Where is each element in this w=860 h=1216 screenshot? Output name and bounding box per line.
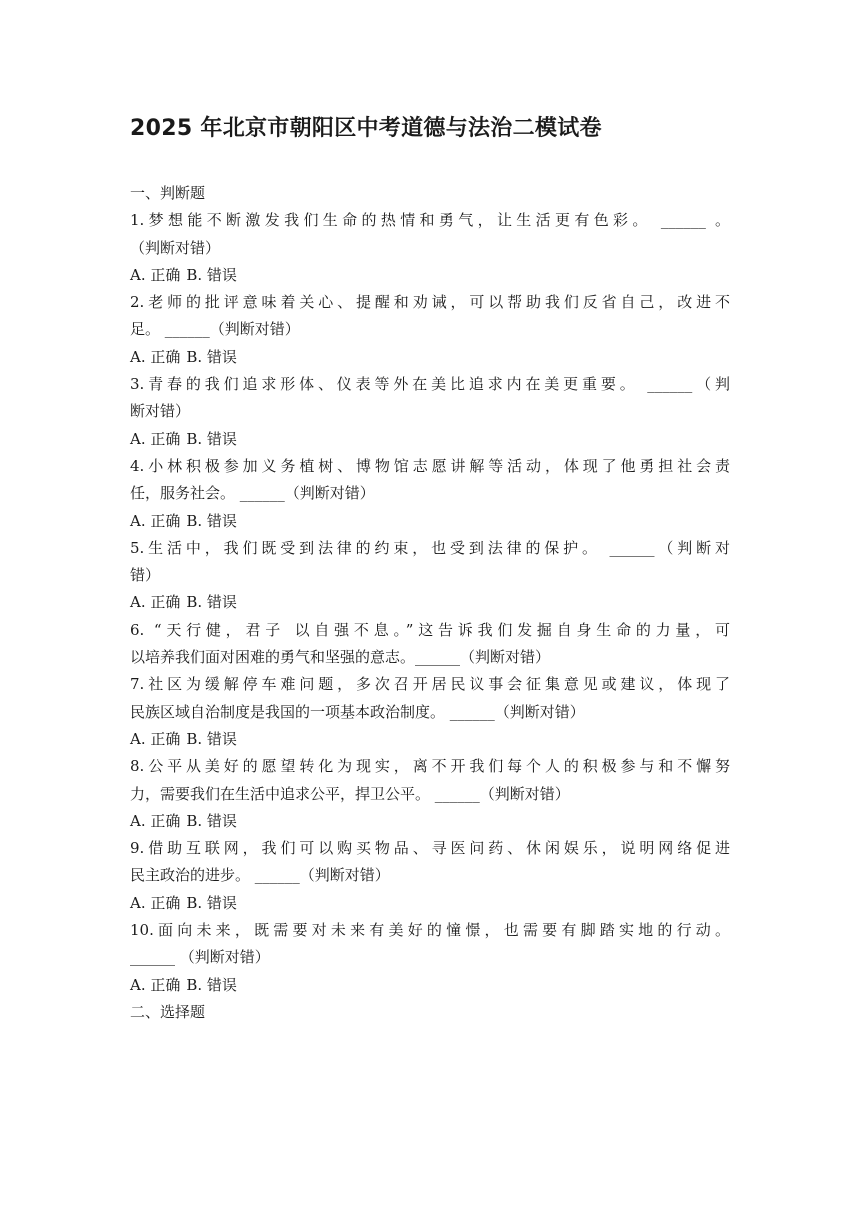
question-10-line-2: ______ （判断对错）: [130, 948, 270, 967]
question-2-line-1: 2.老师的批评意味着关心、提醒和劝诫，可以帮助我们反省自己，改进不: [130, 293, 730, 312]
option-b: B. 错误: [186, 347, 237, 366]
question-1-line-1: 1.梦想能不断激发我们生命的热情和勇气，让生活更有色彩。 ______ 。: [130, 211, 730, 230]
option-a: A. 正确: [130, 265, 181, 284]
option-b: B. 错误: [186, 593, 237, 612]
question-7-line-1: 7.社区为缓解停车难问题，多次召开居民议事会征集意见或建议，体现了: [130, 675, 730, 694]
question-4-line-1: 4.小林积极参加义务植树、博物馆志愿讲解等活动，体现了他勇担社会责: [130, 456, 730, 475]
option-a: A. 正确: [130, 811, 181, 830]
option-a: A. 正确: [130, 893, 181, 912]
option-a: A. 正确: [130, 511, 181, 530]
option-a: A. 正确: [130, 429, 181, 448]
option-a: A. 正确: [130, 347, 181, 366]
question-9-line-1: 9.借助互联网，我们可以购买物品、寻医问药、休闲娱乐，说明网络促进: [130, 839, 730, 858]
option-b: B. 错误: [186, 975, 237, 994]
question-6-line-2: 以培养我们面对困难的勇气和坚强的意志。______（判断对错）: [130, 648, 551, 667]
question-5-line-2: 错）: [130, 566, 161, 585]
question-10-options: [130, 972, 730, 999]
question-7-line-2: 民族区域自治制度是我国的一项基本政治制度。 ______（判断对错）: [130, 702, 585, 721]
option-a: A. 正确: [130, 975, 181, 994]
question-10-line-1: 10.面向未来，既需要对未来有美好的憧憬，也需要有脚踏实地的行动。: [130, 921, 730, 940]
section-heading-judgment: 一、判断题: [130, 184, 206, 202]
question-3-line-1: 3.青春的我们追求形体、仪表等外在美比追求内在美更重要。 ______（判: [130, 375, 730, 394]
question-2-options: [130, 344, 730, 371]
question-1-options: [130, 262, 730, 289]
question-5-line-1: 5.生活中，我们既受到法律的约束，也受到法律的保护。 ______（判断对: [130, 538, 730, 557]
question-7-options: [130, 726, 730, 753]
option-a: A. 正确: [130, 593, 181, 612]
question-8-line-2: 力，需要我们在生活中追求公平，捍卫公平。 ______（判断对错）: [130, 784, 570, 803]
question-4-options: [130, 508, 730, 535]
section-heading-choice: 二、选择题: [130, 1002, 206, 1021]
question-3-line-2: 断对错）: [130, 402, 191, 421]
option-b: B. 错误: [186, 511, 237, 530]
question-8-line-1: 8.公平从美好的愿望转化为现实，离不开我们每个人的积极参与和不懈努: [130, 757, 730, 776]
question-2-line-2: 足。 ______（判断对错）: [130, 320, 300, 339]
question-8-options: [130, 808, 730, 835]
option-b: B. 错误: [186, 729, 237, 748]
option-b: B. 错误: [186, 265, 237, 284]
option-b: B. 错误: [186, 893, 237, 912]
document-body: [130, 180, 730, 1026]
option-b: B. 错误: [186, 811, 237, 830]
option-b: B. 错误: [186, 429, 237, 448]
question-9-line-2: 民主政治的进步。 ______（判断对错）: [130, 866, 390, 885]
question-3-options: [130, 426, 730, 453]
question-6-line-1: 6. “天行健，君子 以自强不息。”这告诉我们发掘自身生命的力量，可: [130, 620, 730, 639]
question-5-options: [130, 589, 730, 616]
option-a: A. 正确: [130, 729, 181, 748]
question-4-line-2: 任，服务社会。 ______（判断对错）: [130, 484, 375, 503]
question-1-line-2: （判断对错）: [130, 238, 221, 257]
question-9-options: [130, 890, 730, 917]
document-title: 2025 年北京市朝阳区中考道德与法治二模试卷: [130, 116, 602, 141]
